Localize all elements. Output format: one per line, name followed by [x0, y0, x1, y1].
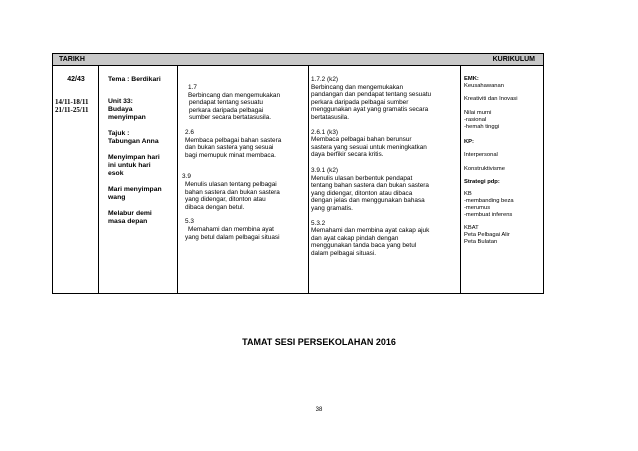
header-kurikulum: KURIKULUM: [492, 56, 535, 63]
standard-text: sastera yang sesuai untuk meningkatkan: [311, 143, 427, 151]
standard-code: 1.7.2 (k2): [311, 76, 338, 83]
standard-text: Berbincang dan mengemukakan: [188, 91, 281, 99]
emk-item: -hemah tinggi: [464, 123, 500, 130]
standard-code: 2.6.1 (k3): [311, 128, 338, 136]
tema-label: Tema : Berdikari: [108, 76, 161, 83]
standard-text: Menulis ulasan berbentuk pendapat: [311, 174, 413, 182]
emk-item: Nilai murni: [464, 109, 492, 116]
emk-item: [464, 103, 542, 110]
strategi-item: KB: [464, 191, 472, 198]
emk-item: Kreativiti dan Inovasi: [464, 96, 518, 103]
table-header: [53, 54, 543, 66]
tajuk-label: Tabungan Anna: [108, 138, 159, 145]
lesson-plan-table: [52, 53, 544, 294]
kp-item: [464, 159, 542, 166]
standard-text: Membaca pelbagai bahan berunsur: [311, 136, 412, 144]
header-tarikh: TARIKH: [59, 56, 85, 63]
date-range: 21/11-25/11: [55, 105, 89, 114]
topic-line: masa depan: [108, 218, 148, 225]
topic-line: Mari menyimpan: [108, 186, 162, 193]
standard-text: dan ayat cakap pindah dengan: [311, 234, 399, 242]
standard-text: pendapat tentang sesuatu: [189, 99, 263, 107]
standard-text: yang didengar, ditonton atau dibaca: [311, 189, 413, 197]
emk-label: EMK:: [464, 76, 479, 82]
topic-line: ini untuk hari: [108, 162, 151, 169]
tajuk-label: Tajuk :: [108, 130, 130, 137]
standard-code: 2.6: [185, 128, 194, 136]
unit-label: menyimpan: [108, 114, 146, 121]
kp-item: Konstruktivisme: [464, 165, 505, 172]
strategi-item: Peta Bulatan: [464, 238, 498, 245]
topic-line: esok: [108, 170, 124, 177]
emk-item: Keusahawanan: [464, 82, 504, 89]
column-divider: [177, 66, 178, 293]
standard-text: tentang bahan sastera dan bukan sastera: [311, 182, 429, 190]
standard-code: 1.7: [188, 84, 197, 91]
topic-column: [108, 76, 176, 226]
strategi-label: Strategi pdp:: [464, 178, 500, 185]
notes-column: [464, 76, 542, 246]
standard-text: yang didengar, ditonton atau: [185, 196, 266, 204]
unit-label: Unit 33:: [108, 98, 133, 105]
kp-item: Interpersonal: [464, 152, 498, 159]
standard-code: 3.9.1 (k2): [311, 166, 338, 174]
standard-text: dengan jelas dan menggunakan bahasa: [311, 197, 425, 205]
topic-line: Menyimpan hari: [108, 154, 160, 161]
standard-text: Membaca pelbagai bahan sastera: [185, 136, 282, 144]
standard-text: dan bukan sastera yang sesuai: [185, 144, 274, 152]
strategi-item: -merumus: [464, 204, 491, 211]
standard-text: perkara daripada pelbagai: [189, 106, 264, 114]
column-divider: [460, 66, 461, 293]
standard-code: 5.3.2: [311, 219, 326, 227]
date-range: 14/11-18/11: [55, 97, 89, 106]
page-number: 38: [315, 407, 323, 413]
standard-text: Berbincang dan mengemukakan: [311, 83, 404, 91]
standard-text: Memahami dan membina ayat cakap ajuk: [311, 227, 430, 235]
emk-item: -rasional: [464, 116, 487, 123]
standard-text: sumber secara bertatasusila.: [189, 114, 272, 122]
standard-text: dalam pelbagai situasi.: [311, 249, 377, 257]
standard-text: yang betul dalam pelbagai situasi: [185, 233, 280, 241]
standard-text: yang gramatis.: [311, 204, 353, 212]
standard-text: pandangan dan pendapat tentang sesuatu: [311, 91, 432, 99]
emk-item: [464, 90, 542, 97]
learning-standard-column: [311, 76, 459, 257]
standard-text: menggunakan ayat yang gramatis secara: [311, 106, 429, 114]
column-divider: [98, 66, 99, 293]
standard-text: Menulis ulasan tentang pelbagai: [185, 180, 277, 188]
strategi-item: KBAT: [464, 225, 479, 232]
week-number: 42/43: [67, 76, 85, 83]
kp-label: KP:: [464, 139, 474, 146]
week-column: [55, 76, 97, 114]
standard-text: dibaca dengan betul.: [185, 203, 245, 211]
strategi-item: Peta Pelbagai Alir: [464, 232, 510, 239]
standard-text: bahan sastera dan bukan sastera: [185, 188, 280, 196]
unit-label: Budaya: [108, 106, 133, 113]
column-divider: [308, 66, 309, 293]
standard-text: Memahami dan membina ayat: [188, 225, 274, 233]
session-end-title: TAMAT SESI PERSEKOLAHAN 2016: [242, 337, 396, 347]
strategi-item: -membanding beza: [464, 198, 514, 205]
strategi-item: -membuat inferens: [464, 211, 513, 218]
standard-text: bagi memupuk minat membaca.: [185, 151, 276, 159]
standard-text: bertatasusila.: [311, 113, 350, 121]
standard-text: perkara daripada pelbagai sumber: [311, 98, 409, 106]
standard-text: daya berfikir secara kritis.: [311, 151, 384, 159]
topic-line: Melabur demi: [108, 210, 152, 217]
standard-code: 3.9: [182, 173, 191, 181]
standard-code: 5.3: [185, 218, 194, 226]
content-standard-column: [182, 84, 307, 241]
topic-line: wang: [108, 194, 126, 201]
strategi-item: [464, 219, 542, 226]
standard-text: menggunakan tanda baca yang betul: [311, 242, 417, 250]
